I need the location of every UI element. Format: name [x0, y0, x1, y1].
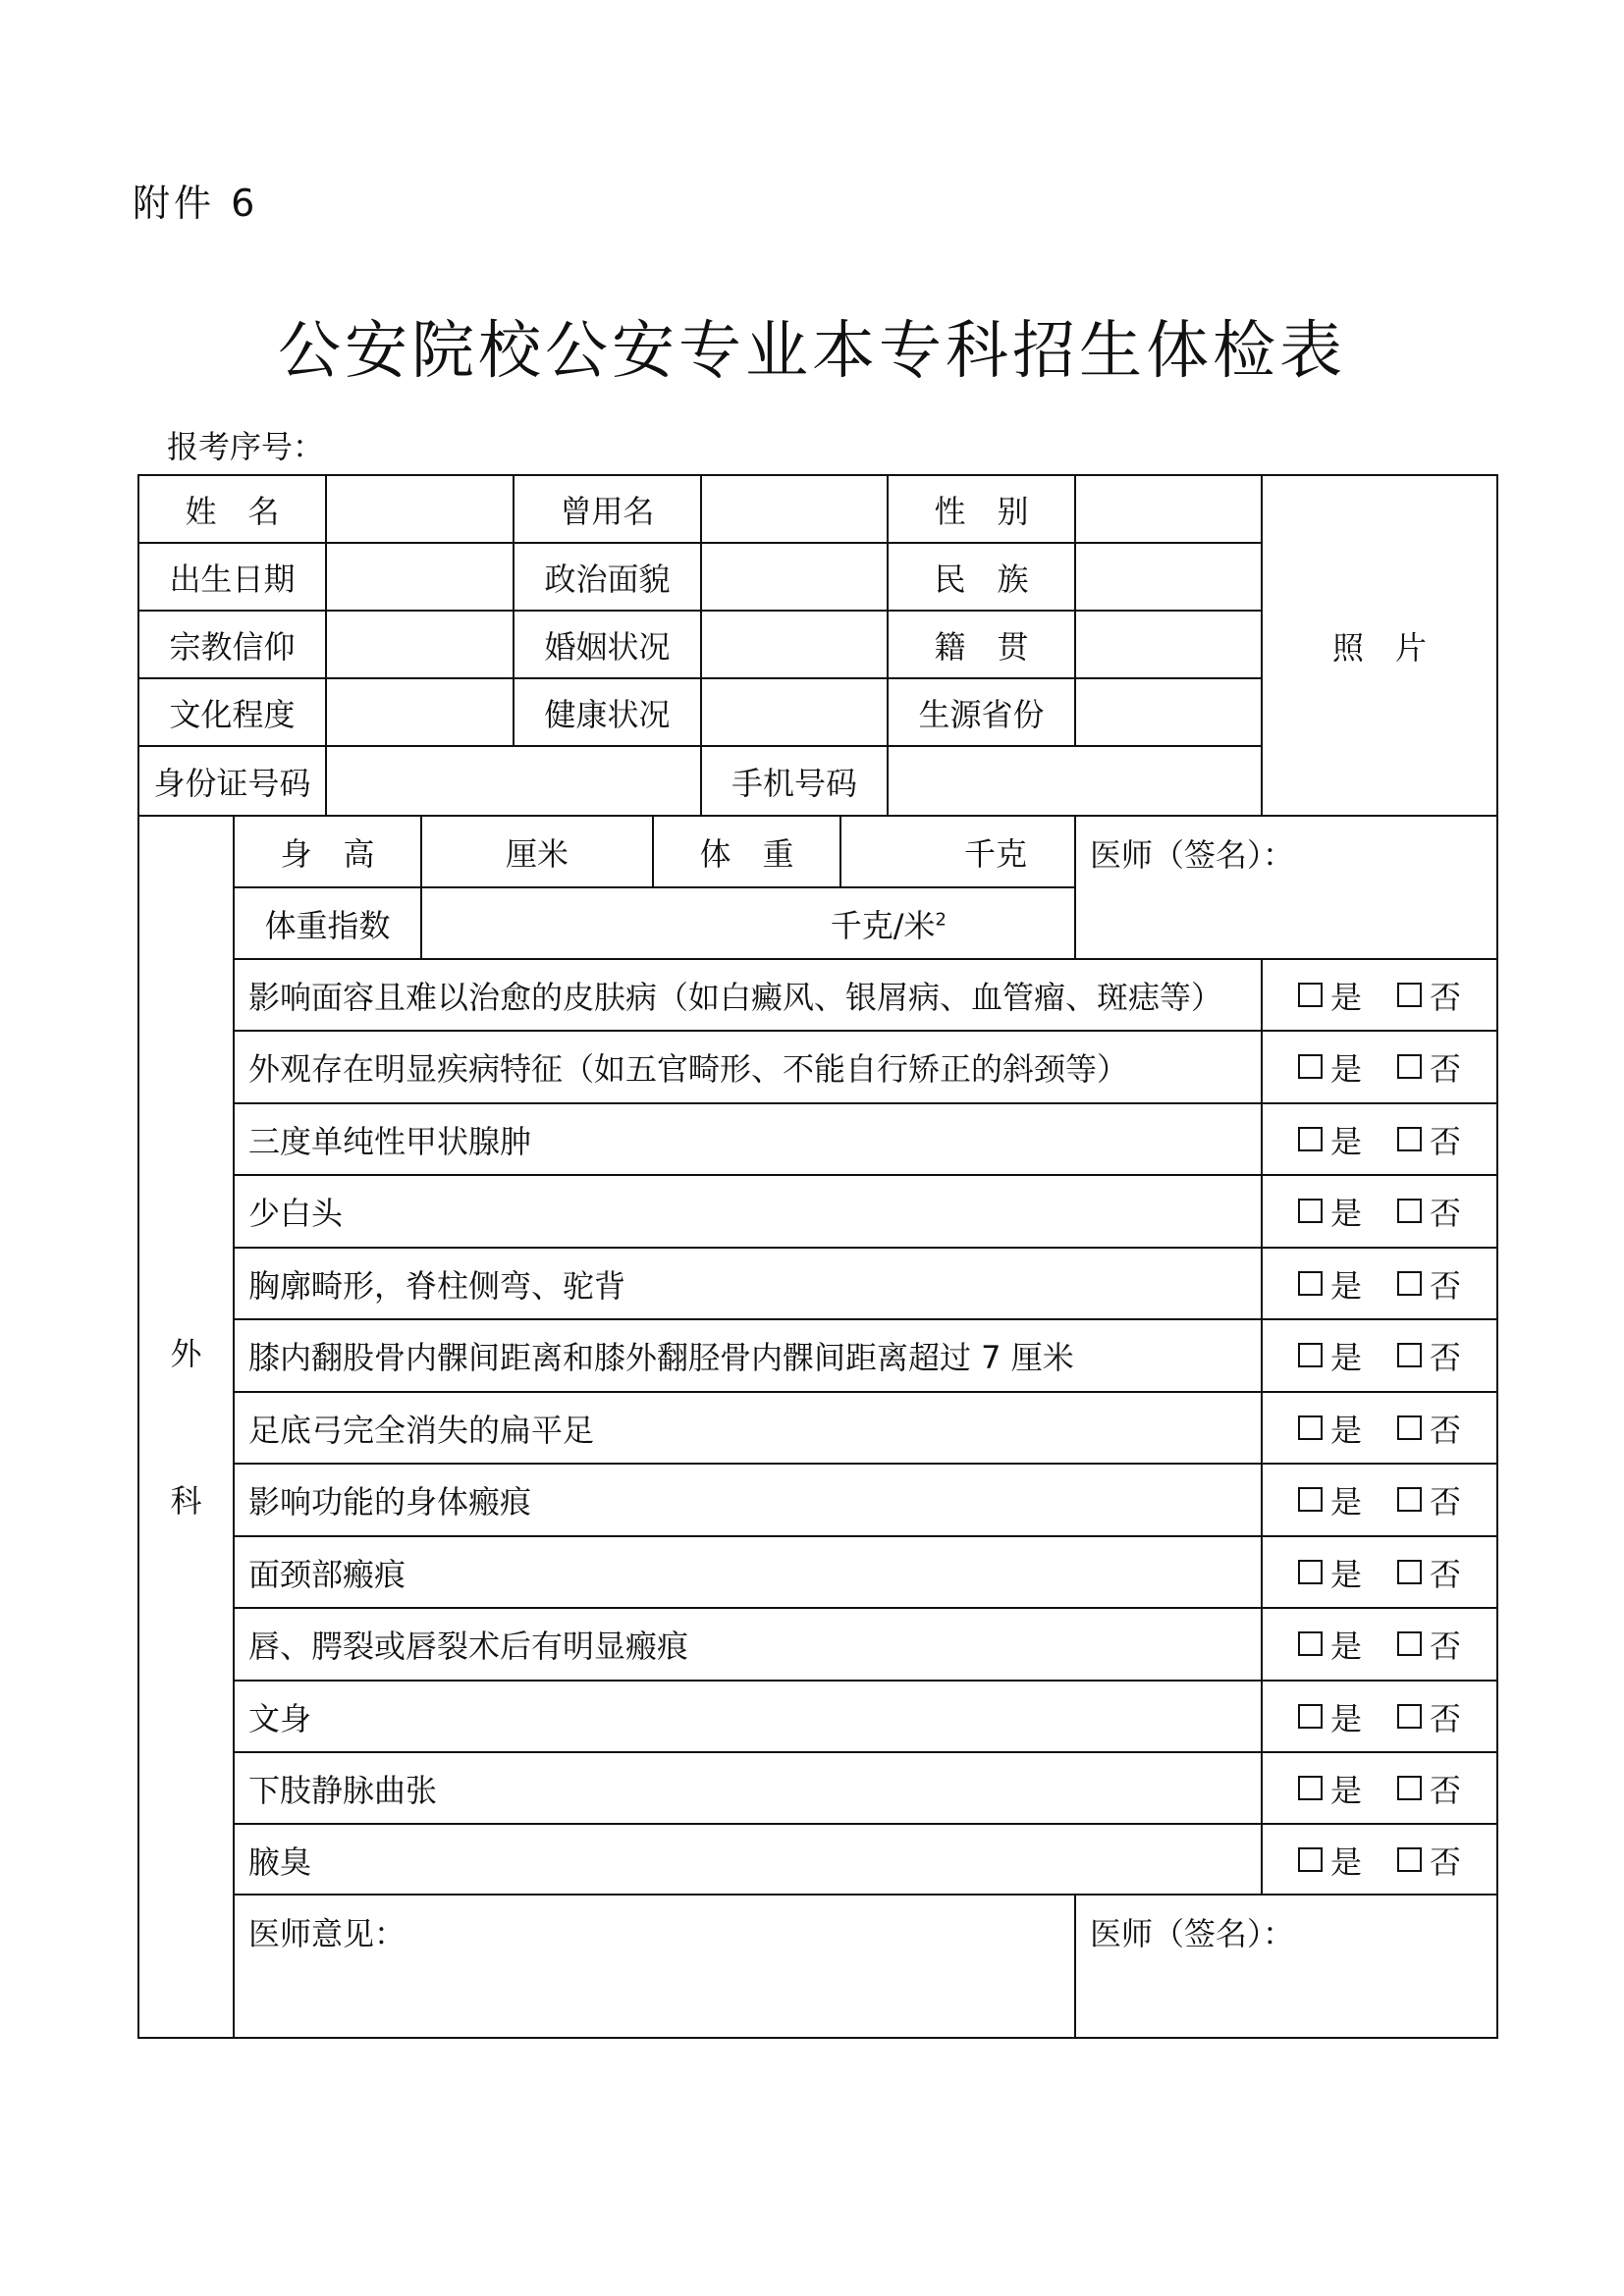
- former-name-field[interactable]: [700, 474, 889, 544]
- no-label: 否: [1430, 1482, 1462, 1521]
- yes-checkbox[interactable]: [1298, 1847, 1323, 1872]
- serial-number-label: 报考序号：: [167, 428, 325, 465]
- gender-label: 性 别: [887, 474, 1076, 544]
- yes-option[interactable]: [1298, 1261, 1362, 1307]
- yes-label: 是: [1329, 1266, 1362, 1305]
- no-option[interactable]: [1397, 1477, 1461, 1522]
- check-item-label: 面颈部瘢痕: [233, 1535, 1263, 1610]
- yes-checkbox[interactable]: [1298, 1704, 1323, 1729]
- id-number-field[interactable]: [325, 745, 702, 817]
- former-name-label: 曾用名: [513, 474, 702, 544]
- yes-checkbox[interactable]: [1298, 983, 1323, 1007]
- yes-option[interactable]: [1298, 1117, 1362, 1162]
- yes-label: 是: [1329, 1194, 1362, 1232]
- yes-no-cell: [1261, 1535, 1498, 1610]
- check-item-label: 下肢静脉曲张: [233, 1751, 1263, 1826]
- yes-no-cell: [1261, 1680, 1498, 1754]
- no-checkbox[interactable]: [1397, 983, 1422, 1007]
- surgery-label-char-1: 外: [170, 1335, 202, 1372]
- yes-checkbox[interactable]: [1298, 1271, 1323, 1296]
- no-option[interactable]: [1397, 1261, 1461, 1307]
- yes-option[interactable]: [1298, 1189, 1362, 1234]
- source-province-label: 生源省份: [887, 677, 1076, 747]
- yes-option[interactable]: [1298, 1694, 1362, 1739]
- native-place-label: 籍 贯: [887, 610, 1076, 679]
- yes-option[interactable]: [1298, 1044, 1362, 1090]
- yes-no-cell: [1261, 1247, 1498, 1321]
- marital-status-field[interactable]: [700, 610, 889, 679]
- no-checkbox[interactable]: [1397, 1343, 1422, 1367]
- height-field[interactable]: [420, 815, 654, 888]
- no-label: 否: [1430, 1194, 1462, 1232]
- native-place-field[interactable]: [1074, 610, 1263, 679]
- ethnicity-label: 民 族: [887, 542, 1076, 612]
- yes-no-cell: [1261, 1391, 1498, 1466]
- check-item-label: 外观存在明显疾病特征（如五官畸形、不能自行矫正的斜颈等）: [233, 1030, 1263, 1104]
- yes-label: 是: [1329, 1627, 1362, 1665]
- yes-label: 是: [1329, 1411, 1362, 1449]
- no-checkbox[interactable]: [1397, 1776, 1422, 1800]
- weight-unit: 千克: [963, 834, 1027, 873]
- photo-box[interactable]: [1261, 474, 1498, 817]
- marital-status-label: 婚姻状况: [513, 610, 702, 679]
- yes-no-cell: [1261, 1751, 1498, 1826]
- no-label: 否: [1430, 978, 1462, 1016]
- yes-no-cell: [1261, 1318, 1498, 1393]
- check-item-label: 影响功能的身体瘢痕: [233, 1463, 1263, 1537]
- form-title: 公安院校公安专业本专科招生体检表: [278, 315, 1346, 388]
- yes-no-cell: [1261, 1174, 1498, 1249]
- no-checkbox[interactable]: [1397, 1415, 1422, 1440]
- yes-option[interactable]: [1298, 1477, 1362, 1522]
- no-label: 否: [1430, 1842, 1462, 1881]
- photo-label: 照 片: [1331, 628, 1427, 667]
- yes-checkbox[interactable]: [1298, 1199, 1323, 1223]
- yes-label: 是: [1329, 1338, 1362, 1376]
- no-checkbox[interactable]: [1397, 1704, 1422, 1729]
- no-label: 否: [1430, 1627, 1462, 1665]
- birth-date-label: 出生日期: [137, 542, 327, 612]
- no-label: 否: [1430, 1555, 1462, 1593]
- check-item-label: 少白头: [233, 1174, 1263, 1249]
- yes-option[interactable]: [1298, 1766, 1362, 1811]
- surgery-label-char-2: 科: [170, 1482, 202, 1520]
- no-option[interactable]: [1397, 1044, 1461, 1090]
- no-checkbox[interactable]: [1397, 1631, 1422, 1656]
- check-item-label: 腋臭: [233, 1823, 1263, 1897]
- bmi-unit: 千克/米$^2$: [830, 906, 947, 944]
- no-option[interactable]: [1397, 1406, 1461, 1451]
- no-label: 否: [1430, 1049, 1462, 1088]
- ethnicity-field[interactable]: [1074, 542, 1263, 612]
- surgery-section-label: [137, 815, 235, 2039]
- no-checkbox[interactable]: [1397, 1847, 1422, 1872]
- no-option[interactable]: [1397, 1550, 1461, 1595]
- health-status-label: 健康状况: [513, 677, 702, 747]
- bmi-field[interactable]: [420, 886, 1076, 960]
- doctor-opinion-label: 医师意见：: [248, 1915, 406, 1952]
- no-option[interactable]: [1397, 1694, 1461, 1739]
- yes-no-cell: [1261, 1463, 1498, 1537]
- yes-no-cell: [1261, 958, 1498, 1033]
- doctor-signature-box[interactable]: [1074, 815, 1498, 960]
- no-label: 否: [1430, 1699, 1462, 1737]
- doctor-signature-box-2[interactable]: [1074, 1894, 1498, 2039]
- no-checkbox[interactable]: [1397, 1127, 1422, 1151]
- education-field[interactable]: [325, 677, 514, 747]
- weight-field[interactable]: [839, 815, 1076, 888]
- yes-label: 是: [1329, 1122, 1362, 1160]
- check-item-label: 文身: [233, 1680, 1263, 1754]
- no-option[interactable]: [1397, 1333, 1461, 1378]
- birth-date-field[interactable]: [325, 542, 514, 612]
- phone-number-field[interactable]: [887, 745, 1263, 817]
- doctor-opinion-box[interactable]: [233, 1894, 1076, 2039]
- yes-option[interactable]: [1298, 1406, 1362, 1451]
- name-field[interactable]: [325, 474, 514, 544]
- yes-no-cell: [1261, 1823, 1498, 1897]
- yes-checkbox[interactable]: [1298, 1487, 1323, 1512]
- health-status-field[interactable]: [700, 677, 889, 747]
- check-item-label: 唇、腭裂或唇裂术后有明显瘢痕: [233, 1607, 1263, 1682]
- yes-option[interactable]: [1298, 1333, 1362, 1378]
- no-label: 否: [1430, 1266, 1462, 1305]
- doctor-signature-label: 医师（签名）：: [1090, 836, 1295, 874]
- yes-label: 是: [1329, 1482, 1362, 1521]
- no-option[interactable]: [1397, 973, 1461, 1018]
- yes-option[interactable]: [1298, 1622, 1362, 1667]
- gender-field[interactable]: [1074, 474, 1263, 544]
- political-status-field[interactable]: [700, 542, 889, 612]
- name-label: 姓 名: [137, 474, 327, 544]
- yes-no-cell: [1261, 1607, 1498, 1682]
- no-checkbox[interactable]: [1397, 1054, 1422, 1079]
- no-checkbox[interactable]: [1397, 1487, 1422, 1512]
- education-label: 文化程度: [137, 677, 327, 747]
- check-item-label: 胸廓畸形，脊柱侧弯、驼背: [233, 1247, 1263, 1321]
- yes-checkbox[interactable]: [1298, 1343, 1323, 1367]
- no-option[interactable]: [1397, 1117, 1461, 1162]
- check-item-label: 三度单纯性甲状腺肿: [233, 1102, 1263, 1177]
- yes-checkbox[interactable]: [1298, 1054, 1323, 1079]
- bmi-label: 体重指数: [233, 886, 422, 960]
- check-item-label: 足底弓完全消失的扁平足: [233, 1391, 1263, 1466]
- no-label: 否: [1430, 1411, 1462, 1449]
- height-unit: 厘米: [505, 834, 568, 873]
- yes-label: 是: [1329, 978, 1362, 1016]
- yes-checkbox[interactable]: [1298, 1415, 1323, 1440]
- doctor-signature-label-2: 医师（签名）：: [1090, 1915, 1295, 1952]
- no-option[interactable]: [1397, 1622, 1461, 1667]
- yes-label: 是: [1329, 1842, 1362, 1881]
- check-item-label: 影响面容且难以治愈的皮肤病（如白癜风、银屑病、血管瘤、斑痣等）: [233, 958, 1263, 1033]
- yes-option[interactable]: [1298, 1838, 1362, 1883]
- no-option[interactable]: [1397, 1189, 1461, 1234]
- yes-option[interactable]: [1298, 973, 1362, 1018]
- weight-label: 体 重: [652, 815, 841, 888]
- religion-field[interactable]: [325, 610, 514, 679]
- yes-label: 是: [1329, 1699, 1362, 1737]
- no-option[interactable]: [1397, 1838, 1461, 1883]
- no-checkbox[interactable]: [1397, 1271, 1422, 1296]
- yes-label: 是: [1329, 1049, 1362, 1088]
- yes-checkbox[interactable]: [1298, 1127, 1323, 1151]
- no-label: 否: [1430, 1122, 1462, 1160]
- no-checkbox[interactable]: [1397, 1199, 1422, 1223]
- check-item-label: 膝内翻股骨内髁间距离和膝外翻胫骨内髁间距离超过 7 厘米: [233, 1318, 1263, 1393]
- yes-label: 是: [1329, 1771, 1362, 1809]
- religion-label: 宗教信仰: [137, 610, 327, 679]
- no-checkbox[interactable]: [1397, 1560, 1422, 1584]
- yes-option[interactable]: [1298, 1550, 1362, 1595]
- id-number-label: 身份证号码: [137, 745, 327, 817]
- source-province-field[interactable]: [1074, 677, 1263, 747]
- no-label: 否: [1430, 1338, 1462, 1376]
- yes-checkbox[interactable]: [1298, 1776, 1323, 1800]
- yes-checkbox[interactable]: [1298, 1631, 1323, 1656]
- yes-label: 是: [1329, 1555, 1362, 1593]
- no-option[interactable]: [1397, 1766, 1461, 1811]
- yes-checkbox[interactable]: [1298, 1560, 1323, 1584]
- yes-no-cell: [1261, 1030, 1498, 1104]
- yes-no-cell: [1261, 1102, 1498, 1177]
- height-label: 身 高: [233, 815, 422, 888]
- attachment-label: 附件 6: [133, 182, 259, 225]
- political-status-label: 政治面貌: [513, 542, 702, 612]
- no-label: 否: [1430, 1771, 1462, 1809]
- phone-number-label: 手机号码: [700, 745, 889, 817]
